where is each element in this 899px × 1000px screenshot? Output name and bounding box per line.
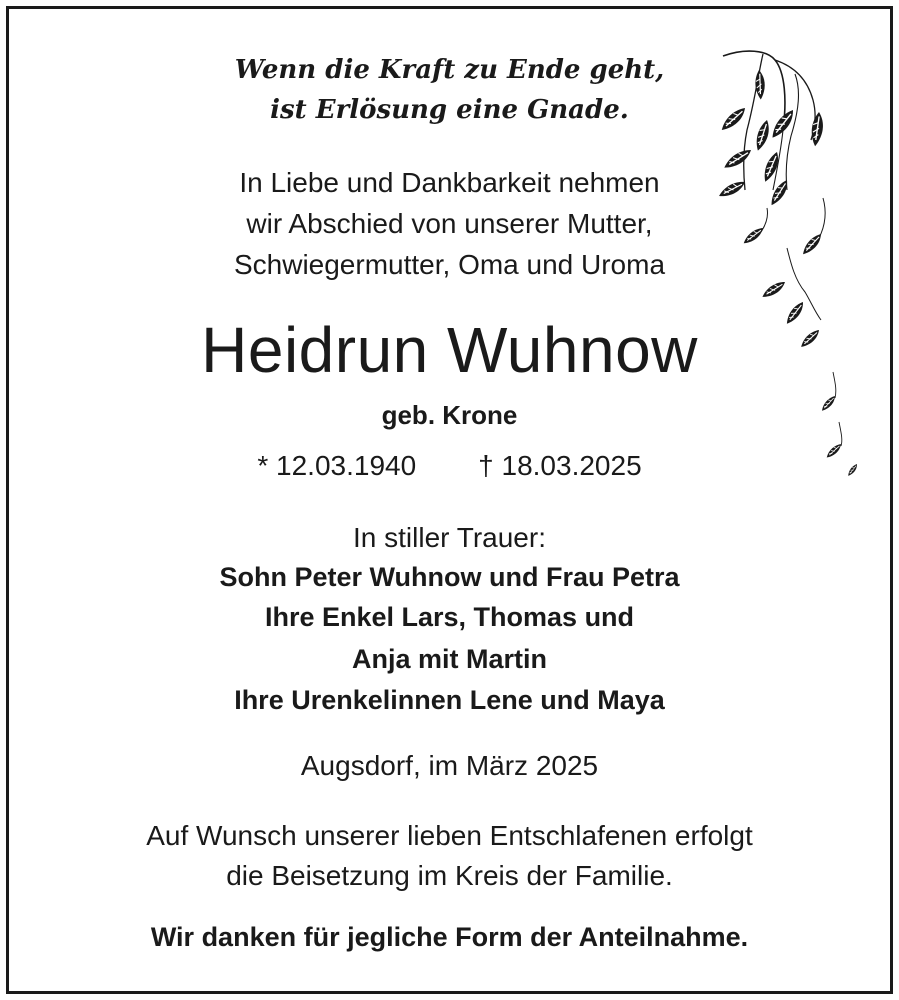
quote-line-2: ist Erlösung eine Gnade. [270, 95, 629, 125]
quote-line-1: Wenn die Kraft zu Ende geht, [234, 55, 665, 85]
deceased-name: Heidrun Wuhnow [201, 314, 698, 386]
death-date: † 18.03.2025 [478, 450, 642, 481]
mourner-line: Ihre Urenkelinnen Lene und Maya [234, 685, 665, 715]
thanks-line: Wir danken für jegliche Form der Anteilnahme. [150, 922, 749, 952]
mourner-line: Anja mit Martin [351, 644, 547, 674]
mourners-heading: In stiller Trauer: [353, 522, 546, 553]
intro-line-2: wir Abschied von unserer Mutter, [246, 208, 653, 239]
mourner-line: Sohn Peter Wuhnow und Frau Petra [219, 562, 680, 592]
burial-note-line-1: Auf Wunsch unserer lieben Entschlafenen erfolgt [146, 820, 753, 851]
intro-line-1: In Liebe und Dankbarkeit nehmen [239, 167, 660, 198]
burial-note-line-2: die Beisetzung im Kreis der Familie. [226, 860, 673, 891]
mourner-line: Ihre Enkel Lars, Thomas und [264, 602, 635, 632]
maiden-name: geb. Krone [381, 400, 518, 430]
place-date: Augsdorf, im März 2025 [300, 750, 599, 781]
birch-branch-icon [715, 40, 875, 480]
birth-date: * 12.03.1940 [257, 450, 417, 481]
intro-line-3: Schwiegermutter, Oma und Uroma [233, 249, 666, 280]
